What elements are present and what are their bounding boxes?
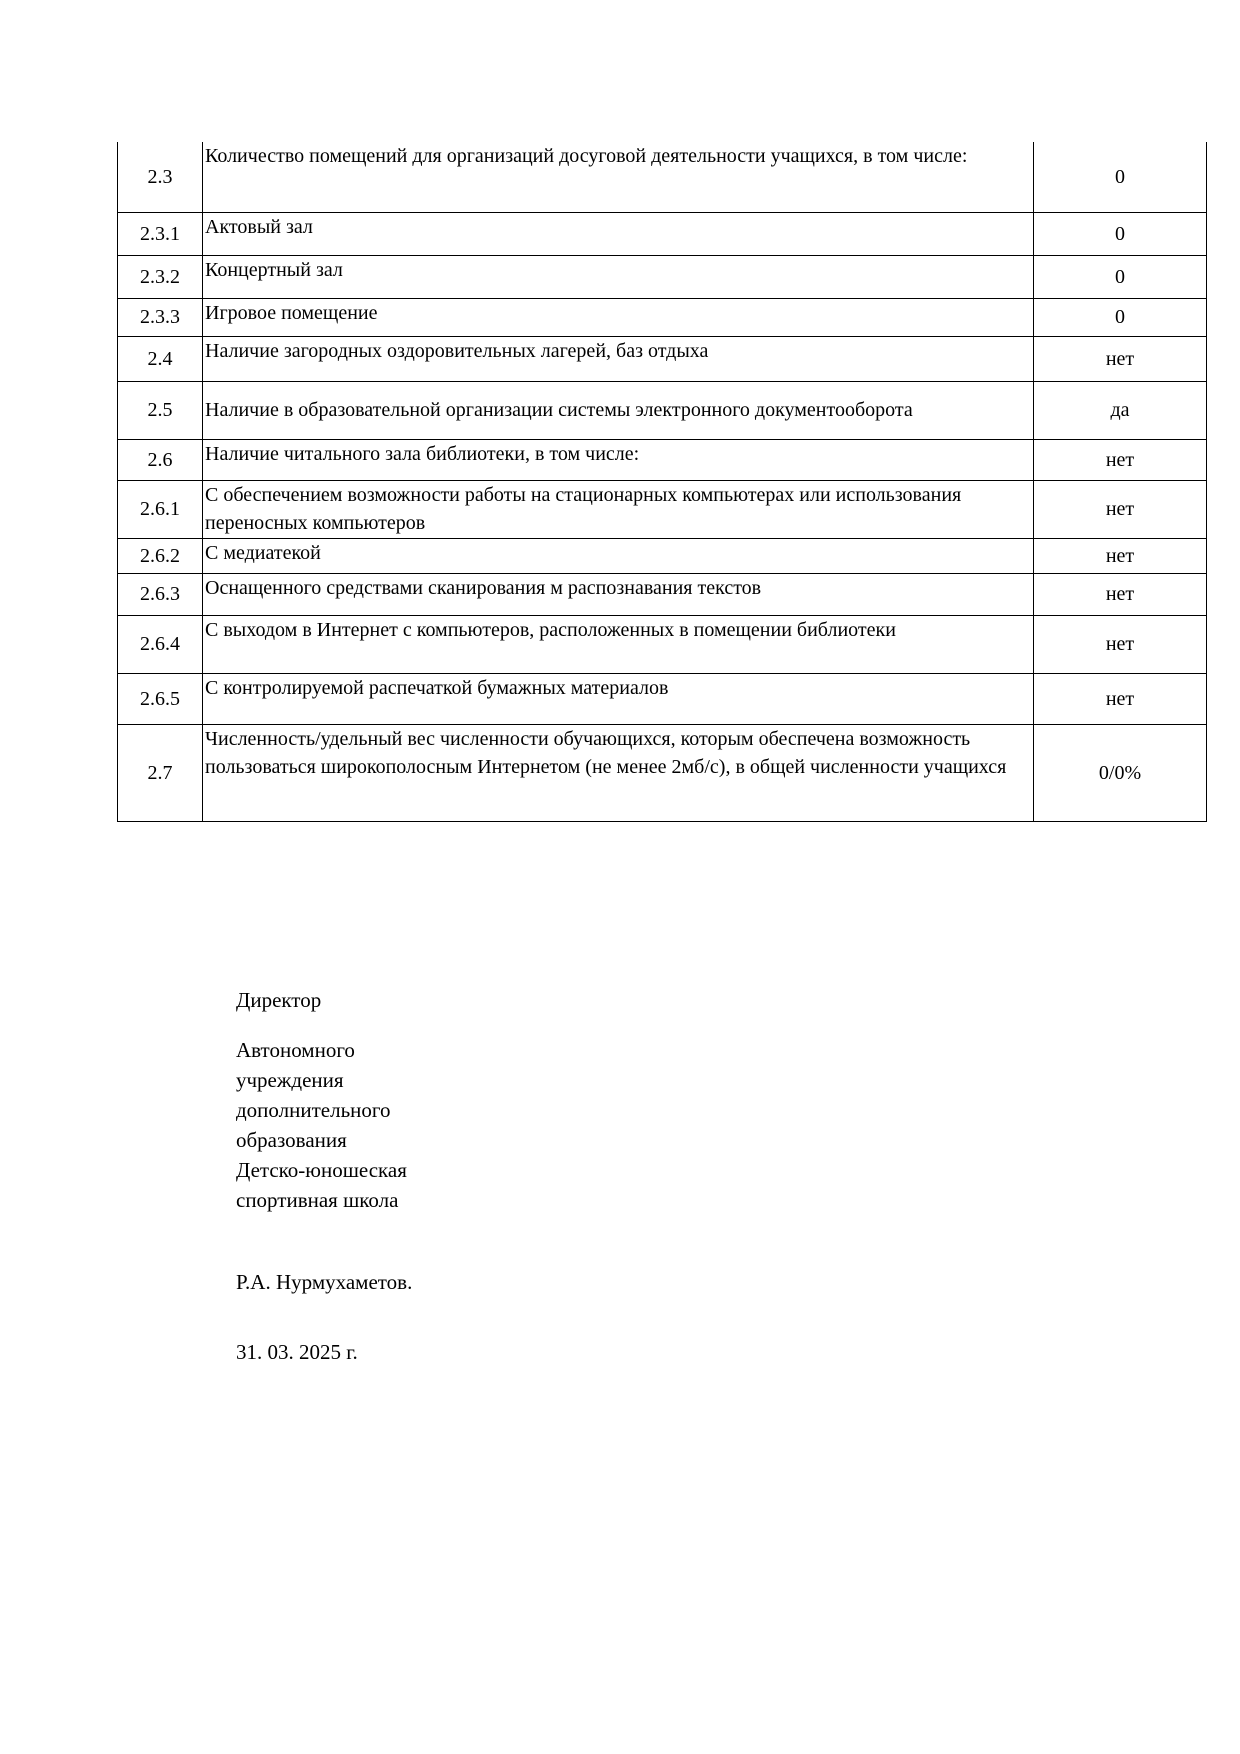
row-number: 2.3.2 [118,255,203,298]
table-row [118,538,1207,573]
organization-line: Детско-юношеская [236,1158,407,1182]
row-description: С медиатекой [203,538,1034,573]
row-description: Концертный зал [203,255,1034,298]
table-row [118,615,1207,673]
table-row [118,439,1207,480]
row-number: 2.3 [118,142,203,212]
row-description: Актовый зал [203,212,1034,255]
indicators-table [117,142,1207,822]
row-value: нет [1034,615,1207,673]
row-value: 0 [1034,255,1207,298]
row-description: Наличие читального зала библиотеки, в том числе: [203,439,1034,480]
row-description: Количество помещений для организаций досуговой деятельности учащихся, в том числе: [203,142,1034,212]
organization-line: дополнительного [236,1098,391,1122]
table-row [118,336,1207,381]
organization-name [236,1035,412,1215]
row-number: 2.6.5 [118,673,203,724]
table-row [118,480,1207,538]
table-row [118,212,1207,255]
row-value: нет [1034,538,1207,573]
signer-title: Директор [236,988,322,1012]
row-value: 0 [1034,212,1207,255]
signature-block [236,985,412,1367]
table-row [118,255,1207,298]
row-description: С выходом в Интернет с компьютеров, расположенных в помещении библиотеки [203,615,1034,673]
row-description: Численность/удельный вес численности обучающихся, которым обеспечена возможность пользоваться широкополосным Интернетом (не менее 2мб/с), в общей численности учащихся [203,724,1034,821]
row-number: 2.6.1 [118,480,203,538]
row-value: 0 [1034,298,1207,336]
table-row [118,573,1207,615]
organization-line: учреждения [236,1068,344,1092]
row-value: нет [1034,573,1207,615]
row-value: да [1034,381,1207,439]
table-row [118,142,1207,212]
row-number: 2.6.3 [118,573,203,615]
row-description: Наличие в образовательной организации системы электронного документооборота [203,381,1034,439]
row-number: 2.7 [118,724,203,821]
row-description: С обеспечением возможности работы на стационарных компьютерах или использования переносных компьютеров [203,480,1034,538]
table-row [118,298,1207,336]
table-row [118,673,1207,724]
row-description: Игровое помещение [203,298,1034,336]
signature-date: 31. 03. 2025 г. [236,1340,358,1364]
row-value: нет [1034,439,1207,480]
row-value: 0 [1034,142,1207,212]
table-row [118,381,1207,439]
row-number: 2.3.1 [118,212,203,255]
row-number: 2.5 [118,381,203,439]
organization-line: спортивная школа [236,1188,399,1212]
row-value: 0/0% [1034,724,1207,821]
row-number: 2.4 [118,336,203,381]
row-description: С контролируемой распечаткой бумажных материалов [203,673,1034,724]
row-value: нет [1034,336,1207,381]
row-value: нет [1034,673,1207,724]
organization-line: Автономного [236,1038,355,1062]
row-description: Наличие загородных оздоровительных лагерей, баз отдыха [203,336,1034,381]
row-number: 2.6.2 [118,538,203,573]
row-value: нет [1034,480,1207,538]
row-number: 2.6 [118,439,203,480]
row-description: Оснащенного средствами сканирования м распознавания текстов [203,573,1034,615]
signer-name: Р.А. Нурмухаметов. [236,1270,413,1294]
row-number: 2.3.3 [118,298,203,336]
organization-line: образования [236,1128,347,1152]
row-number: 2.6.4 [118,615,203,673]
table-row [118,724,1207,821]
